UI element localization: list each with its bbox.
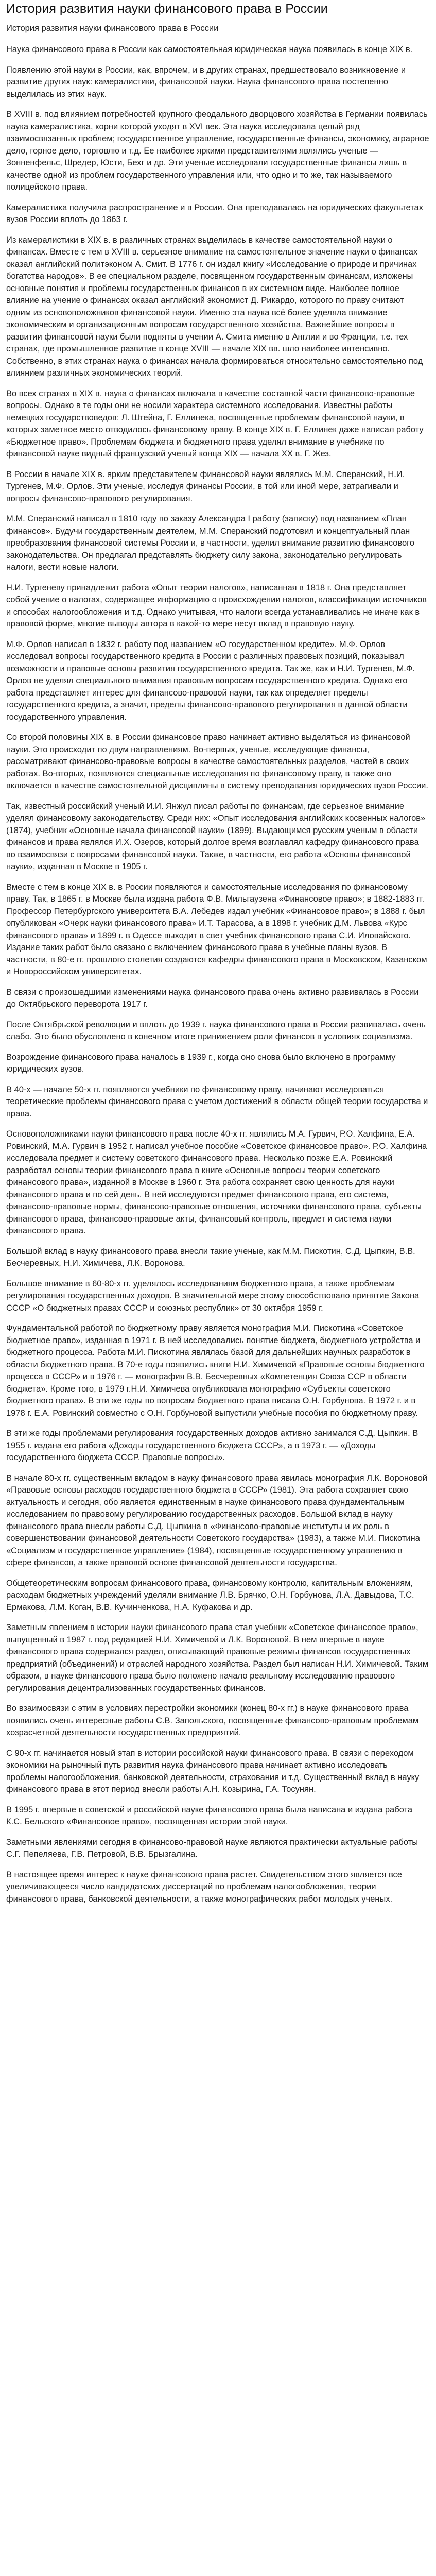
paragraph: Появлению этой науки в России, как, впрочем, и в других странах, предшествовало возникновение и развитие других наук: камералистики, финансовой науки. Наука финансового права постепенно выделилась из этих наук. — [6, 65, 406, 99]
paragraph: С 90-х гг. начинается новый этап в истории российской науки финансового права. В связи с переходом экономики на рыночный путь развития наука финансового права начинает активно исследовать проблемы налогообложения, банковской деятельности, страхования и т.д. Существенный вклад в науку финансового права в этот период внесли работы А.Н. Козырина, Г.А. Тосунян. — [6, 1748, 420, 1794]
paragraph: В XVIII в. под влиянием потребностей крупного феодального дворцового хозяйства в Германии появилась наука камералистика, корни которой уходят в XVI век. Эта наука исследовала целый ряд взаимосвязанных проблем; государственное управление, государственные финансы, экономику, аграрное дело, горное дело, торговлю и т.д. Ее наиболее яркими представителями являлись ученые — Зонненфельс, Шредер, Юсти, Бехг и др. Эти ученые исследовали государственные финансы лишь в качестве одной из проблем государственного управления или, что одно и то же, так называемого полицейского права. — [6, 110, 429, 192]
paragraph: Вместе с тем в конце XIX в. в России появляются и самостоятельные исследования по финансовому праву. Так, в 1865 г. в Москве была издана работа Ф.В. Мильгаузена «Финансовое право»; в 1882-1883 гг. Профессор Петербургского университета В.А. Лебедев издал учебник «Финансовое право»; в 1888 г. был опубликован «Очерк науки финансового права» И.Т. Тарасова, а в 1898 г. учебник Д.М. Львова «Курс финансового права» и 1899 г. в Одессе выходит в свет учебник финансового права С.И. Иловайского. Издание таких работ было связано с включением финансового права в учебные планы вузов. В частности, в 80-е гг. прошлого столетия создаются кафедры финансового права в Московском, Казанском и Новороссийском университетах. — [6, 882, 427, 976]
paragraph: В настоящее время интерес к науке финансового права растет. Свидетельством этого является все увеличивающееся число кандидатских диссертаций по проблемам налогообложения, теории финансового права, банковской деятельности, а также монографических работ молодых ученых. — [6, 1870, 402, 1904]
paragraph: Из камералистики в XIX в. в различных странах выделилась в качестве самостоятельной науки о финансах. Вместе с тем в XVIII в. серьезное внимание на самостоятельное значение науки о финансах оказал английский политэконом А. Смит. В 1776 г. он издал книгу «Исследование о природе и причинах богатства народов». В ее специальном разделе, посвященном государственным финансам, изложены основные понятия и проблемы государственных финансов в их системном виде. Наиболее полное влияние на учение о финансах оказал английский экономист Д. Рикардо, которого по праву считают одним из основоположников финансовой науки. Именно эта наука всё более уделяла внимание экономическим и организационным вопросам государственного хозяйства. Важнейшие вопросы в развитии финансовой науки были подняты в учении А. Смита именно в Англии и во Франции, т.е. тех странах, где промышленное развитие в конце XVIII — начале XIX вв. шло наиболее интенсивно. Собственно, в этих странах наука о финансах начала формироваться относительно самостоятельно под влиянием различных экономических теорий. — [6, 235, 423, 378]
paragraph: Основоположниками науки финансового права после 40-х гг. являлись М.А. Гурвич, Р.О. Халфина, Е.А. Ровинский, М.А. Гурвич в 1952 г. написал учебное пособие «Советское финансовое право». Р.О. Халфина исследовала предмет и систему советского финансового права. Несколько позже Е.А. Ровинский разработал основы теории финансового права в книге «Основные вопросы теории советского финансового права», изданной в Москве в 1960 г. Эта работа сохраняет свою ценность для науки финансового права и по сей день. В ней исследуются предмет финансового права, его система, финансово-правовые нормы, финансово-правовые отношения, источники финансового права, субъекты финансового права, финансово-правовые акты, финансовый контроль, предмет и система науки финансового права. — [6, 1129, 427, 1235]
paragraph: В начале 80-х гг. существенным вкладом в науку финансового права явилась монография Л.К. Вороновой «Правовые основы расходов государственного бюджета в СССР» (1981). Эта работа сохраняет свою актуальность и сегодня, обо является единственным в науке финансового права фундаментальным исследованием по правовому регулированию государственных расходов. Большой вклад в науку финансового права внесли работы С.Д. Цыпкина в «Финансово-правовые институты и их роль в совершенствовании финансовой деятельности Советского государства» (1983), а также М.И. Пискотина «Социализм и государственное управление» (1984), посвященные государственному управлению в сфере финансов, а также правовой основе финансовой деятельности государства. — [6, 1473, 428, 1567]
paragraph: Общетеоретическим вопросам финансового права, финансовому контролю, капитальным вложениям, расходам бюджетных учреждений уделяли внимание Л.В. Брячко, О.Н. Горбунова, Л.А. Давыдова, Т.С. Ермакова, Л.М. Коган, В.В. Кучинченкова, Н.А. Куфакова и др. — [6, 1578, 414, 1612]
paragraph: В связи с произошедшими изменениями наука финансового права очень активно развивалась в России до Октябрьского переворота 1917 г. — [6, 987, 419, 1009]
paragraph: М.М. Сперанский написал в 1810 году по заказу Александра I работу (записку) под названием «План финансов». Будучи государственным деятелем, М.М. Сперанский подготовил и концептуальный план преобразования финансовой системы России и, в частности, уделил внимание развитию финансового законодательства. Он предлагал представлять бюджету силу закона, законодательно регулировать налоги, вести новые налоги. — [6, 514, 414, 572]
paragraph: Во взаимосвязи с этим в условиях перестройки экономики (конец 80-х гг.) в науке финансового права появились очень интересные работы С.В. Запольского, посвященные финансово-правовым проблемам хозрасчетной деятельности государственных предприятий. — [6, 1704, 419, 1737]
paragraph: Заметными явлениями сегодня в финансово-правовой науке являются практически актуальные работы С.Г. Пепеляева, Г.В. Петровой, В.В. Брызгалина. — [6, 1837, 418, 1859]
paragraph: В 40-х — начале 50-х гг. появляются учебники по финансовому праву, начинают исследоваться теоретические проблемы финансового права с учетом достижений в области общей теории государства и права. — [6, 1084, 428, 1118]
paragraph: В России в начале XIX в. ярким представителем финансовой науки являлись М.М. Сперанский, Н.И. Тургенев, М.Ф. Орлов. Эти ученые, исследуя финансы России, в той или иной мере, затрагивали и вопросы финансово-правового регулирования. — [6, 469, 405, 503]
paragraph: Заметным явлением в истории науки финансового права стал учебник «Советское финансовое право», выпущенный в 1987 г. под редакцией Н.И. Химичевой и Л.К. Вороновой. В нем впервые в науке финансового права содержался раздел, описывающий правовые режимы финансов государственных предприятий (объединений) и отраслей народного хозяйства. Раздел был написан Н.И. Химичевой. Таким образом, в науке финансового права было положено начало реальному исследованию правового регулирования децентрализованных государственных финансов. — [6, 1623, 429, 1693]
paragraph: Большое внимание в 60-80-х гг. уделялось исследованиям бюджетного права, а также проблемам регулирования государственных доходов. В значительной мере этому способствовало принятие Закона СССР «О бюджетных правах СССР и союзных республик» от 30 октября 1959 г. — [6, 1279, 420, 1313]
page-title: История развития науки финансового права в России — [6, 2, 328, 16]
paragraph: Возрождение финансового права началось в 1939 г., когда оно снова было включено в программу юридических вузов. — [6, 1052, 396, 1074]
paragraph: Фундаментальной работой по бюджетному праву является монография М.И. Пискотина «Советское бюджетное право», изданная в 1971 г. В ней исследовались понятие бюджета, бюджетного устройства и бюджетного процесса. Работа М.И. Пискотина являлась базой для дальнейших научных разработок в области бюджетного права. В 70-е годы появились книги Н.И. Химичевой «Правовые основы бюджетного процесса в СССР» и в 1976 г. — монография В.В. Бесчеревных «Компетенция Союза ССР в области бюджета». Кроме того, в 1979 г.Н.И. Химичева опубликовала монографию «Субъекты советского бюджетного права». В эти же годы по вопросам бюджетного права писала О.Н. Горбунова. В 1972 г. и в 1978 г. Е.А. Ровинский совместно с О.Н. Горбуновой выпустили учебные пособия по бюджетному праву. — [6, 1324, 425, 1418]
paragraph: Во всех странах в XIX в. наука о финансах включала в качестве составной части финансово-правовые вопросы. Однако в те годы они не носили характера системного исследования. Известны работы немецких государствоведов: Л. Штейна, Г. Еллинека, посвященные проблемам финансовой науки, в которых заметное место отводилось финансовому праву. В конце XIX в. Г. Еллинек даже написал работу «Бюджетное право». Проблемам бюджета и бюджетного права уделял внимание в учебнике по финансовой науке видный французский ученый конца XIX — начала XX в. Г. Жез. — [6, 388, 424, 459]
paragraph: Так, известный российский ученый И.И. Янжул писал работы по финансам, где серьезное внимание уделял финансовому законодательству. Среди них: «Опыт исследования английских косвенных налогов» (1874), учебник «Основные начала финансовой науки» (1899). Выдающимся русским ученым в области финансов и права являлся И.Х. Озеров, который долгое время возглавлял кафедру финансового права во взаимосвязи с вопросами финансовой науки. Также, в частности, его работа «Основы финансовой науки», изданная в Москве в 1905 г. — [6, 801, 426, 871]
article-body — [6, 44, 430, 1905]
article-subtitle: История развития науки финансового права в России — [6, 24, 219, 33]
paragraph: В эти же годы проблемами регулирования государственных доходов активно занимался С.Д. Цыпкин. В 1955 г. издана его работа «Доходы государственного бюджета СССР», а в 1973 г. — «Доходы государственного бюджета СССР. Правовые вопросы». — [6, 1429, 418, 1462]
paragraph: Наука финансового права в России как самостоятельная юридическая наука появилась в конце XIX в. — [6, 45, 413, 54]
paragraph: В 1995 г. впервые в советской и российской науке финансового права была написана и издана работа К.С. Бельского «Финансовое право», посвященная истории этой науки. — [6, 1805, 413, 1826]
paragraph: После Октябрьской революции и вплоть до 1939 г. наука финансового права в России развивалась очень слабо. Это было обусловлено в конечном итоге принижением роли финансов в условиях социализма. — [6, 1020, 426, 1041]
paragraph: Со второй половины XIX в. в России финансовое право начинает активно выделяться из финансовой науки. Это происходит по двум направлениям. Во-первых, ученые, исследующие финансы, рассматривают финансово-правовые вопросы в качестве самостоятельных разделов, частей в своих работах. Во-вторых, появляются специальные исследования по финансовому праву, в также оно включается в качестве самостоятельной дисциплины в систему преподавания юридических вузов России. — [6, 733, 428, 790]
paragraph: Камералистика получила распространение и в России. Она преподавалась на юридических факультетах вузов России вплоть до 1863 г. — [6, 202, 423, 224]
paragraph: Н.И. Тургеневу принадлежит работа «Опыт теории налогов», написанная в 1818 г. Она представляет собой учение о налогах, содержащее информацию о происхождении налогов, классификации источников и способах налогообложения и т.д. Однако учитывая, что налоги всегда устанавливались не иначе как в правовой форме, многие выводы автора в какой-то мере несут вклад в правовую науку. — [6, 583, 427, 629]
paragraph: Большой вклад в науку финансового права внесли такие ученые, как М.М. Пискотин, С.Д. Цыпкин, В.В. Бесчеревных, Н.И. Химичева, Л.К. Воронова. — [6, 1246, 415, 1268]
paragraph: М.Ф. Орлов написал в 1832 г. работу под названием «О государственном кредите». М.Ф. Орлов исследовал вопросы государственного кредита в России с различных правовых позиций, показывал возможности и правовые основы развития государственного кредита. Так же, как и Н.И. Тургенев, М.Ф. Орлов не уделял специального внимания правовым вопросам государственного кредита. Однако его работа представляет интерес для финансово-правовой науки, так как определяет пределы государственного кредита, а значит, пределы финансово-правового регулирования в данной области государственного управления. — [6, 639, 415, 722]
